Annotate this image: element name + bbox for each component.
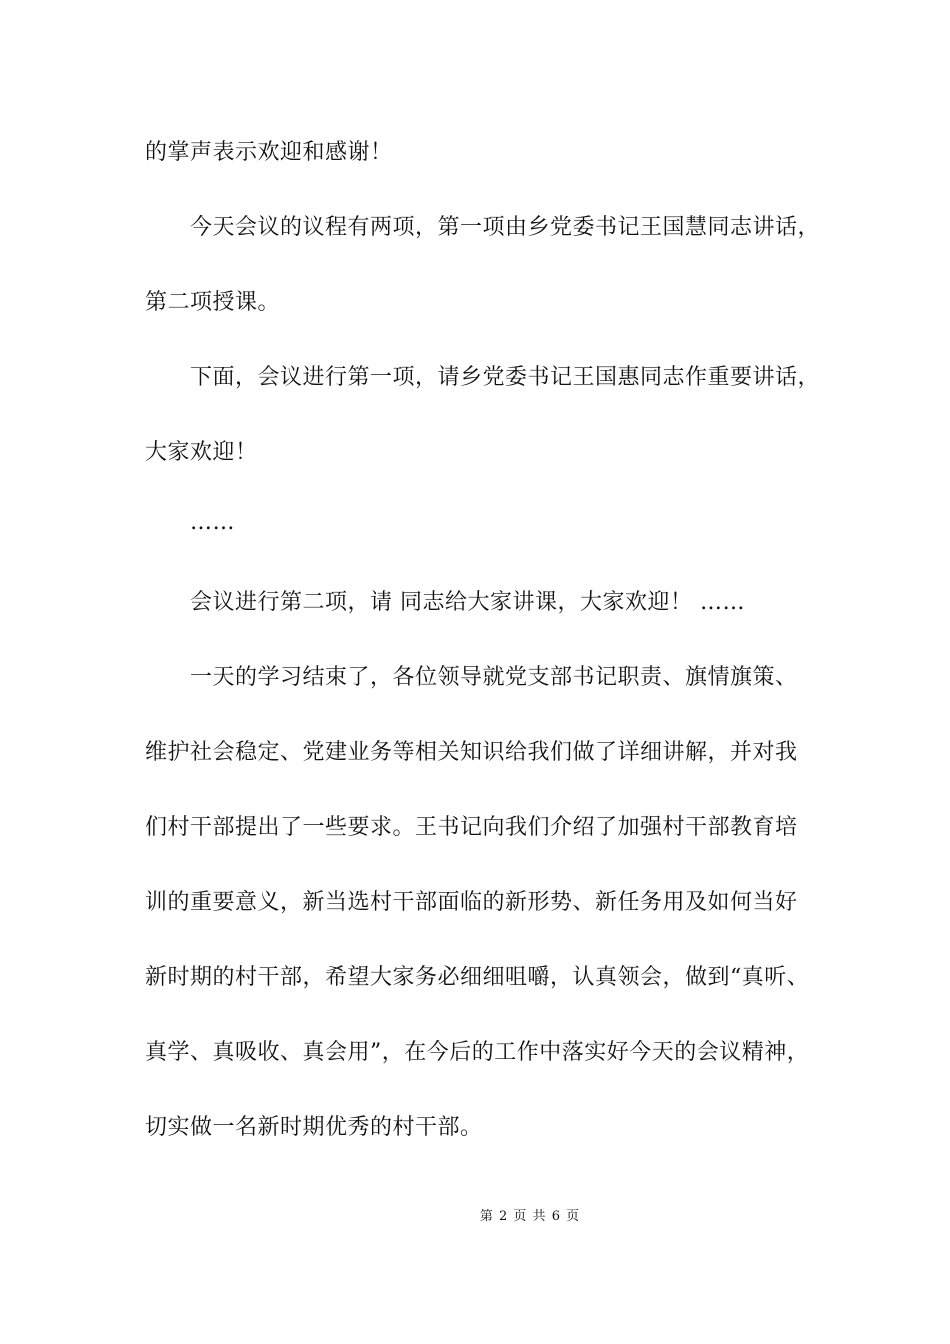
text-line-9: 维护社会稳定、党建业务等相关知识给我们做了详细讲解，并对我 [145, 740, 798, 765]
text-line-12: 新时期的村干部，希望大家务必细细咀嚼，认真领会，做到“真听、 [145, 965, 810, 990]
page-number-footer: 第 2 页 共 6 页 [479, 1209, 581, 1224]
text-line-14: 切实做一名新时期优秀的村干部。 [145, 1115, 483, 1140]
text-line-10: 们村干部提出了一些要求。王书记向我们介绍了加强村干部教育培 [145, 815, 798, 840]
text-line-11: 训的重要意义，新当选村干部面临的新形势、新任务用及如何当好 [145, 890, 798, 915]
text-line-8: 一天的学习结束了，各位领导就党支部书记职责、旗情旗策、 [190, 665, 798, 690]
text-line-2: 今天会议的议程有两项，第一项由乡党委书记王国慧同志讲话， [190, 215, 821, 240]
text-line-5: 大家欢迎！ [145, 440, 258, 465]
text-line-4: 下面，会议进行第一项，请乡党委书记王国惠同志作重要讲话， [190, 365, 821, 390]
text-line-13: 真学、真吸收、真会用”，在今后的工作中落实好今天的会议精神， [145, 1040, 810, 1065]
text-line-1: 的掌声表示欢迎和感谢！ [145, 140, 393, 165]
text-line-7: 会议进行第二项，请 同志给大家讲课，大家欢迎！ …… [190, 590, 745, 615]
text-line-3: 第二项授课。 [145, 290, 281, 315]
text-line-6: …… [190, 510, 235, 535]
